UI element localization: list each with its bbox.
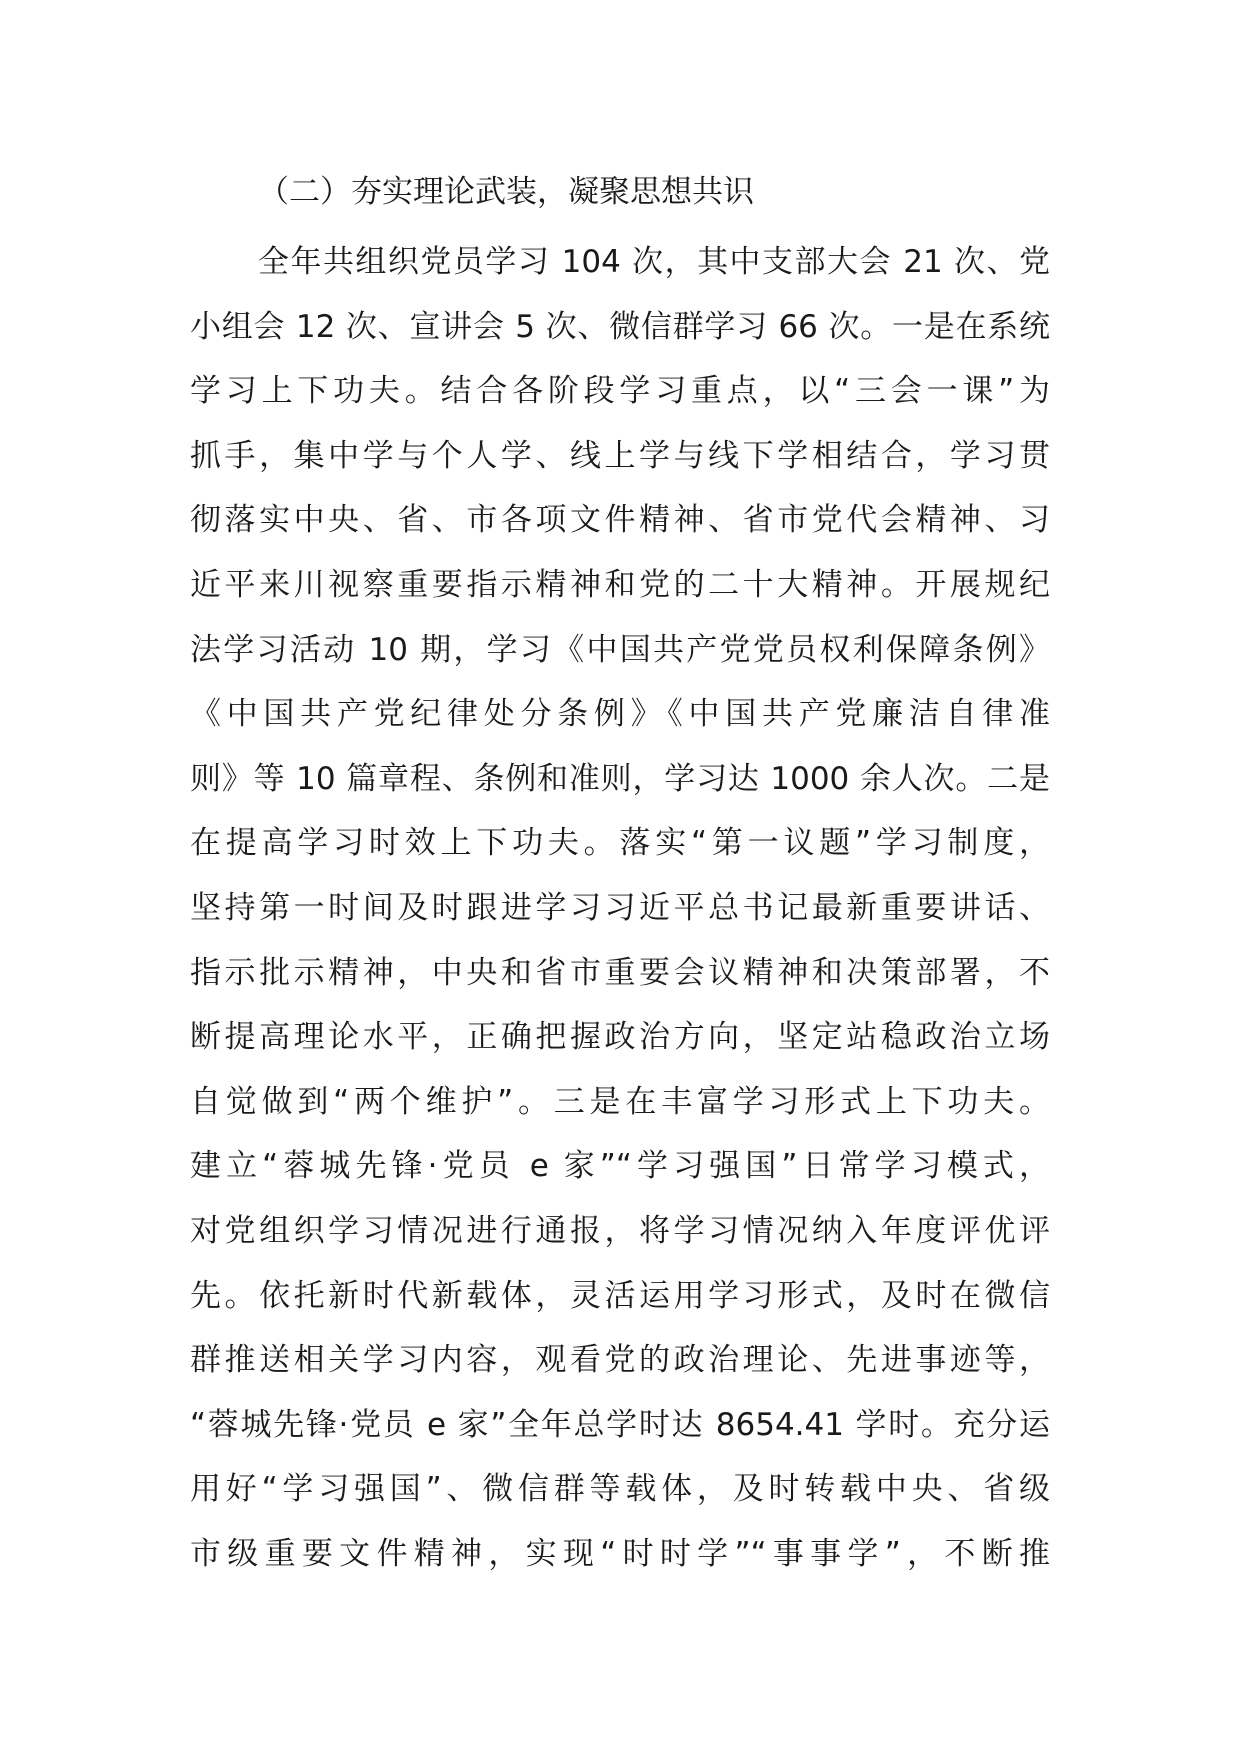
paragraph-line: 建立“蓉城先锋·党员 e 家”“学习强国”日常学习模式，: [190, 1148, 1050, 1185]
paragraph-line: 彻落实中央、省、市各项文件精神、省市党代会精神、习: [190, 502, 1050, 539]
paragraph-line: 自觉做到“两个维护”。三是在丰富学习形式上下功夫。: [190, 1083, 1050, 1120]
paragraph-line: 全年共组织党员学习 104 次，其中支部大会 21 次、党: [258, 244, 1050, 280]
paragraph-line: 学习上下功夫。结合各阶段学习重点，以“三会一课”为: [190, 373, 1050, 410]
section-heading: （二）夯实理论武装，凝聚思想共识: [258, 174, 754, 210]
paragraph-line: 抓手，集中学与个人学、线上学与线下学相结合，学习贯: [190, 437, 1050, 474]
paragraph-line: 在提高学习时效上下功夫。落实“第一议题”学习制度，: [190, 825, 1050, 862]
paragraph-line: 法学习活动 10 期，学习《中国共产党党员权利保障条例》: [190, 631, 1050, 668]
paragraph-line: 坚持第一时间及时跟进学习习近平总书记最新重要讲话、: [190, 889, 1050, 926]
paragraph-line: 小组会 12 次、宣讲会 5 次、微信群学习 66 次。一是在系统: [190, 308, 1050, 345]
paragraph-line: “蓉城先锋·党员 e 家”全年总学时达 8654.41 学时。充分运: [190, 1406, 1050, 1443]
paragraph-line: 《中国共产党纪律处分条例》《中国共产党廉洁自律准: [190, 696, 1050, 733]
paragraph-line: 用好“学习强国”、微信群等载体，及时转载中央、省级: [190, 1471, 1050, 1508]
paragraph-line: 指示批示精神，中央和省市重要会议精神和决策部署，不: [190, 954, 1050, 991]
paragraph-line: 市级重要文件精神，实现“时时学”“事事学”，不断推: [190, 1535, 1050, 1572]
paragraph-line: 近平来川视察重要指示精神和党的二十大精神。开展规纪: [190, 566, 1050, 603]
body-paragraph: [190, 230, 1050, 1586]
paragraph-line: 对党组织学习情况进行通报，将学习情况纳入年度评优评: [190, 1212, 1050, 1249]
paragraph-line: 则》等 10 篇章程、条例和准则，学习达 1000 余人次。二是: [190, 760, 1050, 797]
paragraph-line: 断提高理论水平，正确把握政治方向，坚定站稳政治立场: [190, 1019, 1050, 1056]
paragraph-line: 群推送相关学习内容，观看党的政治理论、先进事迹等，: [190, 1342, 1050, 1379]
paragraph-line: 先。依托新时代新载体，灵活运用学习形式，及时在微信: [190, 1277, 1050, 1314]
